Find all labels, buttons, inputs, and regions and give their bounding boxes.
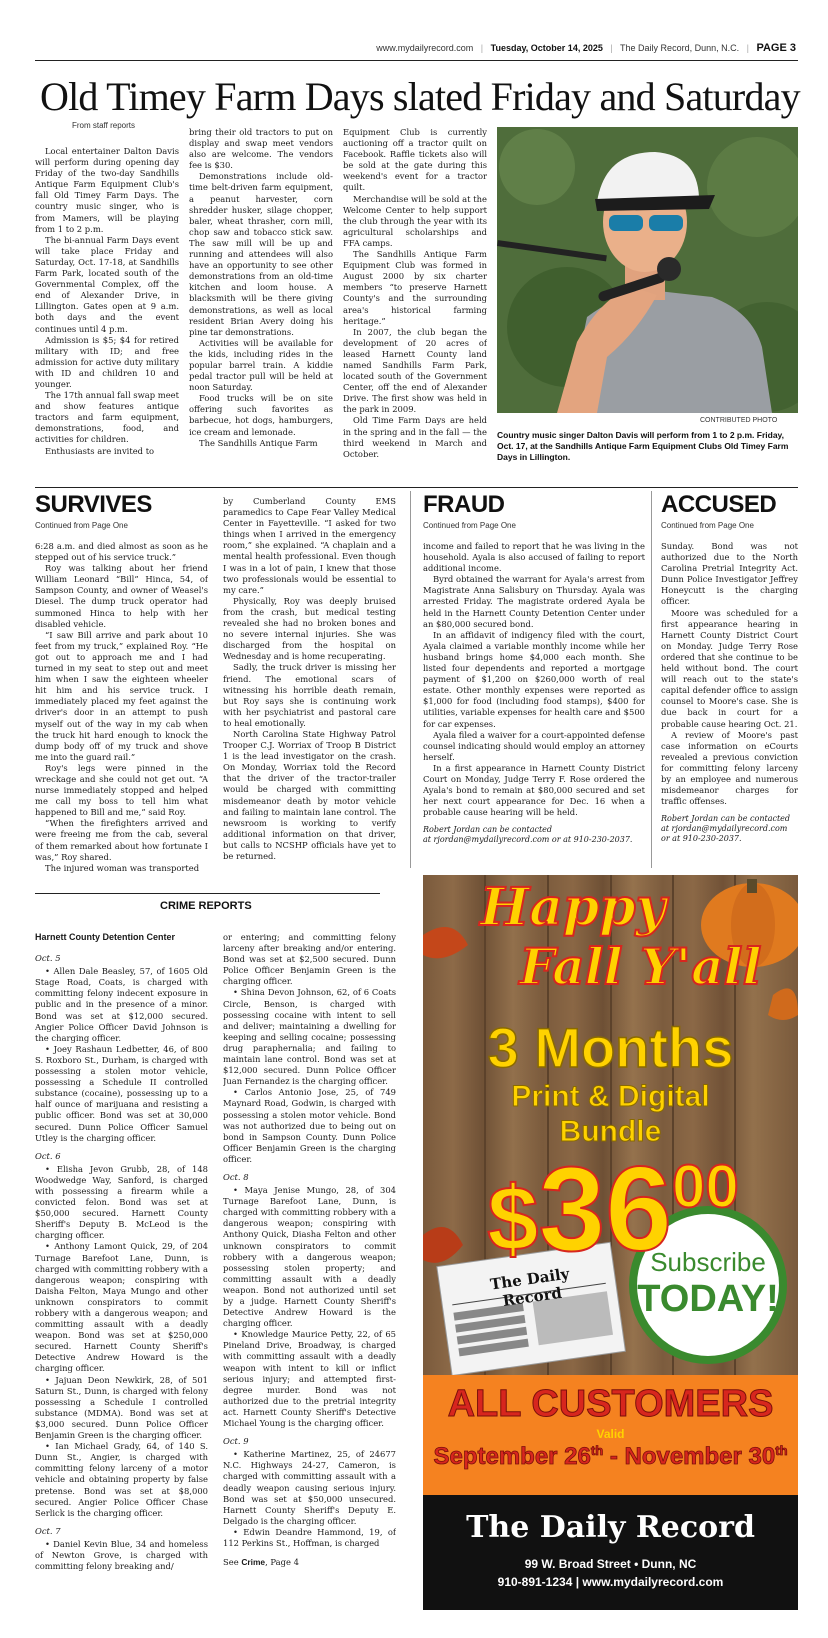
- paragraph: The Sandhills Antique Farm Equipment Club was formed in August 2000 by six charter members “to preserve Harnett County's and the surrounding area's historical farming heritage.”: [343, 249, 487, 326]
- accused-continued: Continued from Page One: [661, 521, 754, 530]
- paragraph: • Edwin Deandre Hammond, 19, of 112 Perkins St., Hoffman, is charged: [223, 1526, 396, 1548]
- lead-column-2: [189, 127, 333, 476]
- paragraph: In an affidavit of indigency filed with the court, Ayala claimed a variable monthly income while her husband brings home $4,000 each month. She listed four dependents and reported a mortgage payment of $1,200 on $260,000 worth of real estate. Other monthly expenses were reported as $1,000 for food (including food stamps), $400 for utilities, variable expenses for health care and $500 for car expenses.: [423, 629, 645, 729]
- photo-caption: Country music singer Dalton Davis will perform from 1 to 2 p.m. Friday, Oct. 17, at the Sandhills Antique Farm Equipment Clubs Old Timey Farm Days in Lillington.: [497, 430, 789, 462]
- ad-price-dollar: $: [487, 1168, 539, 1270]
- paragraph: • Knowledge Maurice Petty, 22, of 65 Pineland Drive, Broadway, is charged with committing assault with a deadly weapon with intent to kill or inflict serious injury; and attempted first-degree murder. Bond was not authorized due to the pretrial integrity act. Harnett County Sheriff's Detective Michael Young is the charging officer.: [223, 1329, 396, 1429]
- ad-paper-logo: The Daily Record: [489, 1264, 571, 1310]
- paragraph: • Jajuan Deon Newkirk, 28, of 501 Saturn St., Dunn, is charged with felony possessing a Schedule I controlled substance (MDMA). Bond was set at $3,000 secured. Dunn Police Officer Benjamin Green is the charging officer.: [35, 1374, 208, 1441]
- site-url[interactable]: www.mydailyrecord.com: [376, 43, 474, 53]
- survives-head: SURVIVES: [35, 491, 152, 518]
- paragraph: Sunday. Bond was not authorized due to the North Carolina Pretrial Integrity Act. Dunn Police Investigator Jeffrey Honeycutt is the charging officer.: [661, 541, 798, 607]
- paragraph: Equipment Club is currently auctioning off a tractor quilt on Facebook. Raffle tickets also will be sold at the gate during this weekend's event for a tractor quilt.: [343, 127, 487, 193]
- ad-range-start: September 26: [433, 1443, 591, 1470]
- jump-line[interactable]: [223, 1557, 396, 1568]
- paragraph: In a first appearance in Harnett County District Court on Monday, Judge Terry F. Rose ordered the Ayala's bond to remain at $80,000 secured and set her next court appearance for Dec. 16 when a probable cause hearing will be held.: [423, 762, 645, 818]
- crime-top-rule: [35, 893, 380, 894]
- author-contact-line: or at 910-230-2037.: [661, 834, 742, 844]
- ad-date-range: [423, 1443, 798, 1471]
- lead-column-1: [35, 146, 179, 476]
- paragraph: by Cumberland County EMS paramedics to Cape Fear Valley Medical Center in Fayetteville. “I asked for two things when I arrived in the emergency room,” she explained. “A chaplain and a mental health professional. Even though I was in a lot of pain, I knew that those two professionals would be essential to my care.”: [223, 496, 396, 595]
- paragraph: Byrd obtained the warrant for Ayala's arrest from Magistrate Anna Salisbury on Thursday. Ayala was arrested Friday. The magistrate ordered Ayala be held in the Harnett County Detention Center under an $80,000 secured bond.: [423, 574, 645, 629]
- report-date: Oct. 7: [35, 1525, 61, 1536]
- ad-contact[interactable]: 910-891-1234 | www.mydailyrecord.com: [497, 1575, 724, 1589]
- paragraph: Roy's legs were pinned in the wreckage and she could not get out. “A nurse immediately stopped and helped me call my boss to tell him what happened to Bill and me,” said Roy.: [35, 762, 208, 818]
- ad-range-end-sup: th: [775, 1443, 788, 1458]
- paragraph: A review of Moore's past case information on eCourts revealed a previous conviction for committing felony larceny by an employee and numerous misdemeanor charges for traffic offenses.: [661, 729, 798, 807]
- paragraph: “I saw Bill arrive and park about 10 feet from my truck,” explained Roy. “He got out to approach me and I had turned in my seat to step out and meet him when I saw the eighteen wheeler hit him and his service truck. I immediately placed my feet against the driver's door in an attempt to push myself out of the way in my cab when the truck hit hard enough to knock the dump body off of my truck and shove me into the guard rail.”: [35, 629, 208, 762]
- report-date: Oct. 6: [35, 1150, 61, 1161]
- paragraph: Enthusiasts are invited to: [45, 445, 155, 456]
- ad-all-customers: ALL CUSTOMERS: [447, 1383, 774, 1425]
- header-rule: [35, 60, 798, 61]
- paragraph: The Sandhills Antique Farm: [199, 437, 318, 448]
- paragraph: • Katherine Martinez, 25, of 24677 N.C. Highways 24-27, Cameron, is charged with committing assault with a deadly weapon causing serious injury. Bond was set at $50,000 unsecured. Harnett County Sheriff's Deputy E. Delgado is the charging officer.: [223, 1449, 396, 1526]
- paragraph: Demonstrations include old-time belt-driven farm equipment, a peanut harvester, corn shredder husker, silage chopper, baler, wheat thrasher, corn mill, chop saw and tobacco stick saw. The saw mill will be up and running and attendees will also have an opportunity to see other demonstrations from an old-time kitchen and loom house. A blacksmith will be there giving demonstrations, as well as local resident Brian Avery doing his pine tar demonstrations.: [189, 171, 333, 337]
- paragraph: The injured woman was transported: [45, 862, 200, 873]
- ad-fall-yall: Fall Y'all: [519, 937, 762, 996]
- author-contact: Robert Jordan can be contacted: [423, 825, 553, 835]
- singer-illustration: [497, 127, 798, 413]
- lead-photo: [497, 127, 798, 413]
- author-contact-line: at rjordan@mydailyrecord.com: [661, 824, 788, 834]
- crime-column-2: [223, 932, 396, 1612]
- photo-credit: CONTRIBUTED PHOTO: [700, 417, 778, 424]
- paragraph: Local entertainer Dalton Davis will perform during opening day Friday of the two-day Sandhills Antique Farm Equipment Club's fall Old Timey Farm Days. The country music singer, who is from Mamers, will be playing from 1 to 2 p.m.: [35, 146, 179, 234]
- paragraph: income and failed to report that he was living in the household. Ayala is also accused of failing to report additional income.: [423, 541, 645, 574]
- paragraph: Old Time Farm Days are held in the spring and in the fall — the third weekend in March and October.: [343, 415, 487, 459]
- paragraph: Roy was talking about her friend William Leonard “Bill” Hinca, 54, of Sampson County, and owner of Weasel's Diesel. The dump truck operator had summoned Hinca to help with her disabled vehicle.: [35, 563, 208, 629]
- ad-range-start-sup: th: [590, 1443, 604, 1458]
- survives-column-2: [223, 496, 396, 896]
- jump-page: , Page 4: [265, 1557, 299, 1568]
- paragraph: The 17th annual fall swap meet and show features antique tractors and farm equipment, demonstrations, food, and activities for children.: [35, 390, 179, 445]
- lead-headline: Old Timey Farm Days slated Friday and Saturday: [40, 74, 800, 119]
- ad-happy: Happy: [480, 877, 666, 938]
- paragraph: Food trucks will be on site offering such favorites as barbecue, hot dogs, hamburgers, ice cream and lemonade.: [189, 393, 333, 437]
- paragraph: Admission is $5; $4 for retired military with ID; and free admission for active duty military with ID and children 10 and younger.: [35, 334, 179, 389]
- crime-subhead: Harnett County Detention Center: [35, 932, 176, 942]
- fraud-column: [423, 541, 645, 871]
- paragraph: or entering; and committing felony larceny after breaking and/or entering. Bond was set at $2,500 secured. Dunn Police Officer Benjamin Green is the charging officer.: [223, 932, 396, 987]
- lead-byline: From staff reports: [72, 121, 135, 130]
- ad-print-digital: Print & Digital: [511, 1080, 710, 1113]
- ad-today: TODAY!: [637, 1278, 779, 1320]
- paragraph: • Elisha Jevon Grubb, 28, of 148 Woodwedge Way, Sanford, is charged with possessing a firearm while a convicted felon. Bond was set at $50,000 secured. Harnett County Sheriff's Deputy B. McLeod is the charging officer.: [35, 1163, 208, 1241]
- subscription-ad[interactable]: [423, 875, 798, 1610]
- report-date: Oct. 8: [223, 1171, 249, 1182]
- page-number: PAGE 3: [756, 42, 796, 54]
- paragraph: Merchandise will be sold at the Welcome Center to help support the club through the year with its agricultural scholarships and FFA camps.: [343, 193, 487, 248]
- ad-range-end: - November 30: [603, 1443, 776, 1470]
- ad-bundle: Bundle: [559, 1115, 662, 1148]
- paragraph: “When the firefighters arrived and were freeing me from the cab, several of them remarked about how fortunate I was,” Roy shared.: [35, 818, 208, 862]
- fraud-head: FRAUD: [423, 491, 505, 518]
- paragraph: Moore was scheduled for a first appearance hearing in Harnett County District Court on Monday. Judge Terry Rose ordered that she continue to be held without bond. The court will reach out to the state's capital defender office to assign counsel to Moore's case. She is due back in court for a probable cause hearing Oct. 21.: [661, 607, 798, 729]
- ad-subscribe: Subscribe: [650, 1247, 766, 1277]
- page-header: www.mydailyrecord.com | Tuesday, October 14, 2025 | The Daily Record, Dunn, N.C. | PAGE 3: [376, 42, 796, 54]
- paragraph: bring their old tractors to put on display and swap meet vendors also are welcome. The vendors fee is $30.: [189, 127, 333, 171]
- paper-name: The Daily Record, Dunn, N.C.: [620, 43, 740, 53]
- fraud-continued: Continued from Page One: [423, 521, 516, 530]
- survives-continued: Continued from Page One: [35, 521, 128, 530]
- paragraph: 6:28 a.m. and died almost as soon as he stepped out of his service truck.”: [35, 541, 208, 563]
- paragraph: • Ian Michael Grady, 64, of 140 S. Dunn St., Angier, is charged with committing felony larceny of a motor vehicle and obtaining property by false pretense. Bond was set at $8,000 secured. Angier Police Officer Chase Serlick is the charging officer.: [35, 1441, 208, 1518]
- paragraph: North Carolina State Highway Patrol Trooper C.J. Worriax of Troop B District 1 is the lead investigator on the crash. On Monday, Worriax told the Record that the driver of the tractor-trailer would be charged with committing misdemeanor death by motor vehicle and failing to maintain lane control. The newsroom is working to verify additional information on that driver, but calls to NCSHP officials have yet to be returned.: [223, 728, 396, 861]
- ad-three-months: 3 Months: [487, 1016, 734, 1079]
- issue-date: Tuesday, October 14, 2025: [490, 43, 603, 53]
- accused-head: ACCUSED: [661, 491, 777, 518]
- jump-section: Crime: [241, 1557, 266, 1568]
- paragraph: In 2007, the club began the development of 20 acres of leased Harnett County land named Sandhills Farm Park, located south of the Government Center, off the end of Alexander Drive. The first show was held in the park in 2009.: [343, 326, 487, 415]
- paragraph: Sadly, the truck driver is missing her friend. The emotional scars of witnessing his horrible death remain, but Roy says she is continuing work with her psychiatrist and pastoral care to heal emotionally.: [223, 662, 396, 728]
- paragraph: • Carlos Antonio Jose, 25, of 749 Maynard Road, Godwin, is charged with possessing a stolen motor vehicle. Bond was not authorized due to being out on bond in Sampson County. Dunn Police Officer Benjamin Green is the charging officer.: [223, 1087, 396, 1164]
- report-date: Oct. 5: [35, 953, 61, 964]
- ad-price-cents: 00: [671, 1153, 739, 1220]
- paragraph: • Maya Jenise Mungo, 28, of 304 Turnage Barefoot Lane, Dunn, is charged with committing robbery with a dangerous weapon; conspiring with Anthony Quick, Diasha Felton and other unknown conspirators to commit robbery with a dangerous weapon; possessing stolen property; and committing assault with a deadly weapon. Bond not authorized until set by a judge. Harnett County Sheriff's Detective Andrew Howard is the charging officer.: [223, 1185, 396, 1329]
- ad-footer-logo: The Daily Record: [466, 1510, 755, 1545]
- report-date: Oct. 9: [223, 1436, 249, 1447]
- paragraph: Activities will be available for the kids, including rides in the popular barrel train. A kiddie pedal tractor pull will be held at noon Saturday.: [189, 337, 333, 393]
- accused-column: [661, 541, 798, 871]
- ad-address: 99 W. Broad Street • Dunn, NC: [524, 1557, 697, 1571]
- lead-bottom-rule: [35, 487, 798, 488]
- lead-column-3: [343, 127, 487, 476]
- column-divider-2: [651, 491, 652, 868]
- paragraph: Ayala filed a waiver for a court-appointed defense counsel indicating should would employ an attorney herself.: [423, 729, 645, 762]
- crime-head: CRIME REPORTS: [160, 900, 252, 912]
- paragraph: • Anthony Lamont Quick, 29, of 204 Turnage Barefoot Lane, Dunn, is charged with committing robbery with a dangerous weapon; conspiring with Daisha Felton, Maya Mungo and other unknown conspirators to commit robbery with a dangerous weapon; and committing assault with a deadly weapon. Bond was set at $250,000 secured. Harnett County Sheriff's Detective Andrew Howard is the charging officer.: [35, 1241, 208, 1374]
- paragraph: • Allen Dale Beasley, 57, of 1605 Old Stage Road, Coats, is charged with committing felony indecent exposure in public and in the presence of a minor. Bond was set at $12,000 secured. Angier Police Officer David Johnson is the charging officer.: [35, 966, 208, 1043]
- paragraph: Physically, Roy was deeply bruised from the crash, but medical testing revealed she had no broken bones and no severe internal injuries. She was discharged from the hospital on Wednesday and is home recuperating.: [223, 595, 396, 662]
- survives-column-1: [35, 541, 208, 896]
- ad-price-number: 36: [538, 1142, 672, 1276]
- paragraph: • Daniel Kevin Blue, 34 and homeless of Newton Grove, is charged with committing felony breaking and/: [35, 1538, 208, 1572]
- paragraph: The bi-annual Farm Days event will take place Friday and Saturday, Oct. 17-18, at Sandhills Farm Park, located south of the Governmental Complex, off the end of Alexander Drive, in Lillington. Gates open at 9 a.m. both days and the event continues until 4 p.m.: [35, 234, 179, 334]
- column-divider: [410, 491, 411, 868]
- paragraph: • Joey Rashaun Ledbetter, 46, of 800 S. Roxboro St., Durham, is charged with possessing a stolen motor vehicle, possessing a Schedule II controlled substance (cocaine), possessing up to a half ounce of marijuana and resisting a public officer. Bond was set at 30,000 secured. Dunn Police Officer Samuel Utley is the charging officer.: [35, 1043, 208, 1143]
- author-contact: Robert Jordan can be contacted: [661, 814, 791, 824]
- ad-valid: Valid: [596, 1427, 625, 1441]
- paragraph: • Shina Devon Johnson, 62, of 6 Coats Circle, Benson, is charged with possessing cocaine with intent to sell and deliver; maintaining a dwelling for keeping and selling cocaine; possessing drug paraphernalia; and failing to maintain lane control. Bond was set at $12,000 secured. Dunn Police Officer Juan Fernandez is the charging officer.: [223, 987, 396, 1087]
- crime-column-1: [35, 932, 208, 1612]
- jump-see: See: [223, 1557, 242, 1568]
- author-contact-line: at rjordan@mydailyrecord.com or at 910-230-2037.: [423, 835, 633, 845]
